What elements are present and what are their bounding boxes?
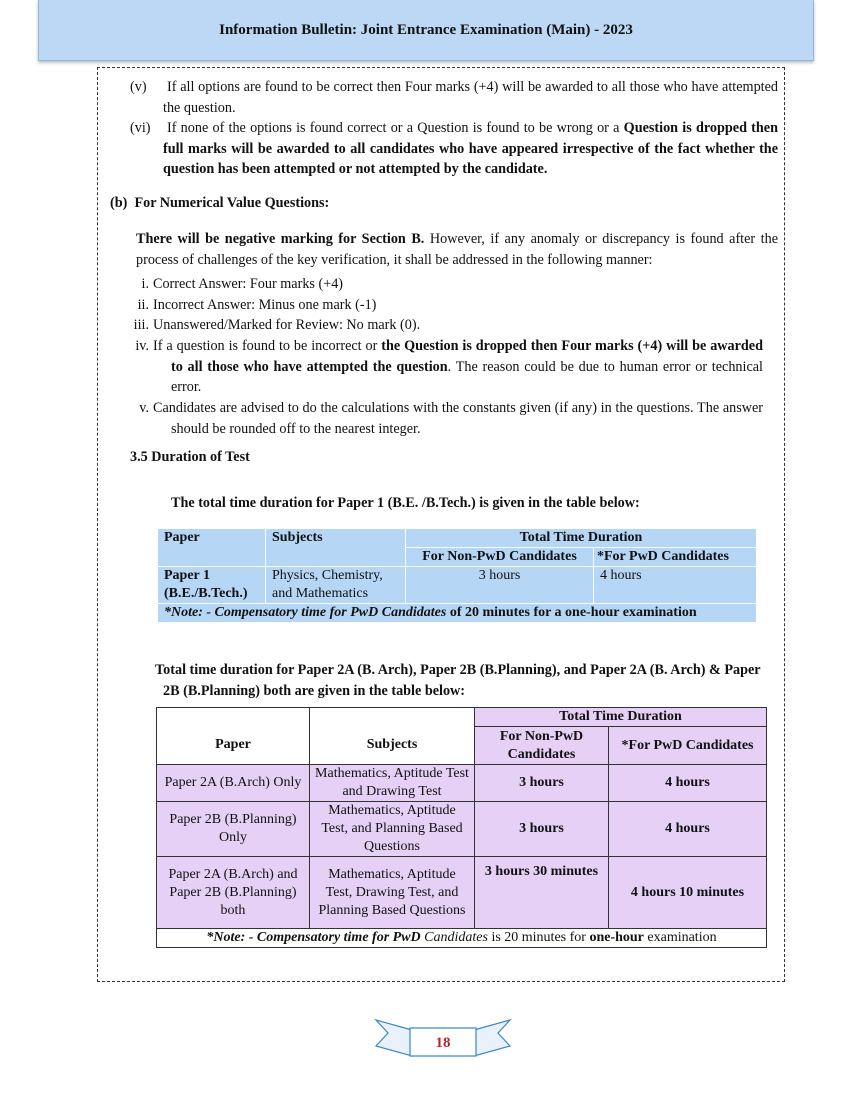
item-v-text <box>163 77 778 118</box>
table-cell-pwd: 4 hours 10 minutes <box>609 857 767 929</box>
table-header-pwd: *For PwD Candidates <box>609 727 767 765</box>
section-b-title: For Numerical Value Questions: <box>134 195 330 211</box>
section-35-heading: 3.5 Duration of Test <box>130 449 250 465</box>
list-item-number: iii. <box>133 317 149 333</box>
table-note-rest: of 20 minutes for a one-hour examination <box>446 605 697 620</box>
item-vi-text-bold: Question is dropped then full marks will be awarded to all candidates who have appeared irrespective of the fact whether the question has been attempted or not attempted by the candidate. <box>163 120 778 178</box>
table-note-plain: is 20 minutes for <box>487 930 590 945</box>
table-note-italic: *Note: - Compensatory time for PwD Candidates <box>164 605 447 620</box>
table-header-nonpwd: For Non-PwD Candidates <box>406 548 594 567</box>
table-row <box>158 567 757 604</box>
table-note-bold: one-hour <box>589 930 644 945</box>
list-item-number: iv. <box>135 338 149 354</box>
table-header-row <box>158 529 757 548</box>
table-row <box>157 857 767 929</box>
table-note-italic-1: *Note: - Compensatory time for <box>206 930 393 945</box>
table-note <box>158 604 757 623</box>
table-note-row <box>157 929 767 948</box>
section-b-intro <box>136 229 778 270</box>
table-cell-subjects: Mathematics, Aptitude Test and Drawing Test <box>310 765 475 802</box>
header-title: Information Bulletin: Joint Entrance Examination (Main) - 2023 <box>219 21 633 38</box>
list-item-text-pre: If a question is found to be incorrect or <box>153 338 382 354</box>
list-item <box>139 398 763 439</box>
table-header-total: Total Time Duration <box>475 708 767 727</box>
section-b-intro-plain: However, if any anomaly or discrepancy is found after the process of challenges of the key verification, it shall be addressed in the following manner: <box>136 231 778 268</box>
section-b-label: (b) <box>110 195 128 211</box>
table-cell-pwd: 4 hours <box>594 567 757 604</box>
table-header-subjects-text: Subjects <box>366 737 418 752</box>
section-b-intro-bold: There will be negative marking for Section B. <box>136 231 425 247</box>
list-item-number: i. <box>141 276 149 292</box>
paper2-intro <box>155 660 770 701</box>
list-item-number: ii. <box>137 297 149 313</box>
page-number: 18 <box>435 1035 451 1051</box>
table-cell-paper: Paper 2B (B.Planning) Only <box>157 802 310 857</box>
paper2-intro-text: Total time duration for Paper 2A (B. Arch), Paper 2B (B.Planning), and Paper 2A (B. Arch) & Paper 2B (B.Planning) both are given in the table below: <box>155 662 761 699</box>
list-item-text: Unanswered/Marked for Review: No mark (0). <box>153 317 421 333</box>
table-note <box>157 929 767 948</box>
paper2-duration-table <box>156 707 767 948</box>
table-cell-nonpwd: 3 hours <box>406 567 594 604</box>
table-cell-paper: Paper 2A (B.Arch) and Paper 2B (B.Planning) both <box>157 857 310 929</box>
list-item-text-bold: the Question is dropped then Four marks (+4) will be awarded to all those who have attempted the question <box>171 338 763 375</box>
table-cell-paper: Paper 1 (B.E./B.Tech.) <box>158 567 266 604</box>
table-note-row <box>158 604 757 623</box>
table-header-nonpwd: For Non-PwD Candidates <box>475 727 609 765</box>
list-item-text: Incorrect Answer: Minus one mark (-1) <box>153 297 377 313</box>
list-item <box>137 295 763 316</box>
table-cell-pwd: 4 hours <box>609 802 767 857</box>
item-vi-number: (vi) <box>130 120 151 136</box>
table-header-pwd: *For PwD Candidates <box>594 548 757 567</box>
table-header-subjects: Subjects <box>266 529 406 567</box>
list-item-text <box>153 336 763 398</box>
table-cell-subjects: Mathematics, Aptitude Test, and Planning Based Questions <box>310 802 475 857</box>
section-b-heading <box>110 193 329 214</box>
table-header-paper-text: Paper <box>215 737 251 752</box>
table-note-italic-2: Candidates <box>420 930 488 945</box>
table-cell-subjects: Physics, Chemistry, and Mathematics <box>266 567 406 604</box>
list-item <box>141 274 763 295</box>
table-row <box>157 802 767 857</box>
item-vi-text-plain: If none of the options is found correct or a Question is found to be wrong or a <box>167 120 624 136</box>
list-item-number: v. <box>139 400 149 416</box>
table-header-subjects <box>310 708 475 765</box>
table-header-row <box>157 708 767 727</box>
table-header-paper <box>157 708 310 765</box>
list-item <box>133 315 763 336</box>
table-note-end: examination <box>643 930 717 945</box>
table-note-italic-bold: PwD <box>392 930 421 945</box>
table-cell-pwd: 4 hours <box>609 765 767 802</box>
item-vi-text <box>163 118 778 180</box>
table-cell-nonpwd: 3 hours <box>475 802 609 857</box>
table-cell-nonpwd: 3 hours <box>475 765 609 802</box>
table-cell-subjects: Mathematics, Aptitude Test, Drawing Test, and Planning Based Questions <box>310 857 475 929</box>
table-row <box>157 765 767 802</box>
table-cell-nonpwd: 3 hours 30 minutes <box>475 857 609 929</box>
item-v-text-body: If all options are found to be correct then Four marks (+4) will be awarded to all those who have attempted the question. <box>163 79 778 116</box>
paper1-intro: The total time duration for Paper 1 (B.E. /B.Tech.) is given in the table below: <box>171 495 640 511</box>
paper1-duration-table <box>157 528 757 623</box>
item-v-number: (v) <box>130 79 147 95</box>
table-header-paper: Paper <box>158 529 266 567</box>
table-cell-paper: Paper 2A (B.Arch) Only <box>157 765 310 802</box>
list-item-text: Correct Answer: Four marks (+4) <box>153 276 344 292</box>
list-item-text-post: . The reason could be due to human error or technical error. <box>171 358 763 396</box>
list-item <box>135 336 763 398</box>
page-header <box>38 0 814 61</box>
table-header-total: Total Time Duration <box>406 529 757 548</box>
list-item-text: Candidates are advised to do the calculations with the constants given (if any) in the questions. The answer should be rounded off to the nearest integer. <box>153 400 763 437</box>
